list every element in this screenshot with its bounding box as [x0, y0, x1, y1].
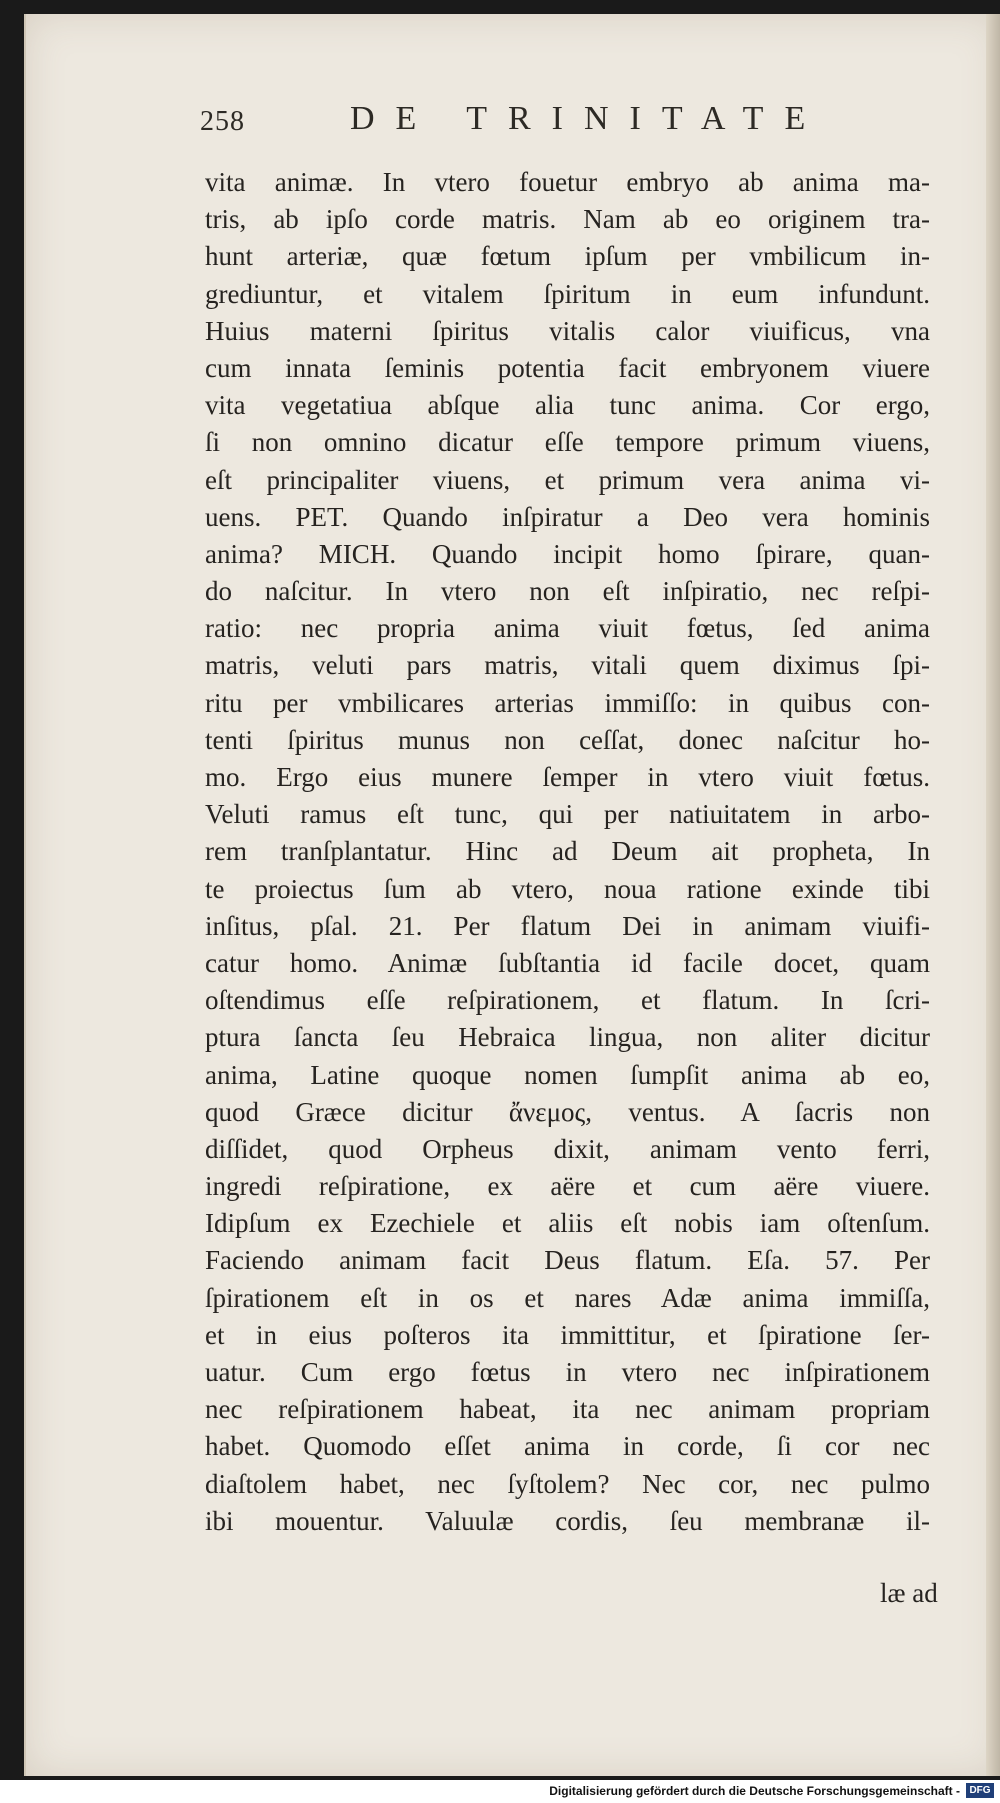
text-line: do naſcitur. In vtero non eſt inſpiratio, nec reſpi- [205, 576, 930, 607]
text-line: Huius materni ſpiritus vitalis calor viuificus, vna [205, 315, 930, 346]
text-line: ſi non omnino dicatur eſſe tempore primum viuens, [205, 427, 930, 458]
body-text [205, 164, 930, 1540]
text-line: diaſtolem habet, nec ſyſtolem? Nec cor, nec pulmo [205, 1468, 930, 1499]
text-line: nec reſpirationem habeat, ita nec animam propriam [205, 1394, 930, 1425]
page-number: 258 [200, 106, 245, 137]
text-line: tris, ab ipſo corde matris. Nam ab eo originem tra- [205, 204, 930, 235]
dfg-logo: DFG [966, 1783, 994, 1798]
text-line: ritu per vmbilicares arterias immiſſo: in quibus con- [205, 687, 930, 718]
text-line: ratio: nec propria anima viuit fœtus, ſed anima [205, 613, 930, 644]
text-line: tenti ſpiritus munus non ceſſat, donec naſcitur ho- [205, 724, 930, 755]
catchword: læ ad [880, 1578, 938, 1608]
text-line: te proiectus ſum ab vtero, noua ratione exinde tibi [205, 873, 930, 904]
text-line: hunt arteriæ, quæ fœtum ipſum per vmbilicum in- [205, 241, 930, 272]
text-line: ibi mouentur. Valuulæ cordis, ſeu membranæ il- [205, 1505, 930, 1536]
text-line: grediuntur, et vitalem ſpiritum in eum infundunt. [205, 278, 930, 309]
page-edge [986, 14, 1000, 1776]
text-line: Faciendo animam facit Deus flatum. Eſa. 57. Per [205, 1245, 930, 1276]
text-line: anima? MICH. Quando incipit homo ſpirare, quan- [205, 538, 930, 569]
text-line: inſitus, pſal. 21. Per flatum Dei in animam viuifi- [205, 910, 930, 941]
text-line: anima, Latine quoque nomen ſumpſit anima ab eo, [205, 1059, 930, 1090]
text-line: ptura ſancta ſeu Hebraica lingua, non aliter dicitur [205, 1022, 930, 1053]
text-line: ingredi reſpiratione, ex aëre et cum aëre viuere. [205, 1171, 930, 1202]
text-line: vita animæ. In vtero fouetur embryo ab anima ma- [205, 167, 930, 197]
text-line: habet. Quomodo eſſet anima in corde, ſi cor nec [205, 1431, 930, 1462]
text-line: et in eius poſteros ita immittitur, et ſpiratione ſer- [205, 1319, 930, 1350]
text-line: cum innata ſeminis potentia facit embryonem viuere [205, 352, 930, 383]
text-line: eſt principaliter viuens, et primum vera anima vi- [205, 464, 930, 495]
text-line: mo. Ergo eius munere ſemper in vtero viuit fœtus. [205, 762, 930, 792]
text-line: ſpirationem eſt in os et nares Adæ anima immiſſa, [205, 1282, 930, 1313]
text-line: catur homo. Animæ ſubſtantia id facile docet, quam [205, 947, 930, 978]
running-title: DE TRINITATE [350, 100, 827, 137]
text-line: rem tranſplantatur. Hinc ad Deum ait propheta, In [205, 836, 930, 867]
text-line: uatur. Cum ergo fœtus in vtero nec inſpirationem [205, 1357, 930, 1387]
footer-bar [0, 1780, 1000, 1803]
text-line: diſſidet, quod Orpheus dixit, animam vento ferri, [205, 1133, 930, 1164]
digitization-credit: Digitalisierung gefördert durch die Deutsche Forschungsgemeinschaft - [549, 1784, 960, 1798]
text-line: matris, veluti pars matris, vitali quem diximus ſpi- [205, 650, 930, 681]
text-line: uens. PET. Quando inſpiratur a Deo vera hominis [205, 501, 930, 532]
text-line: Veluti ramus eſt tunc, qui per natiuitatem in arbo- [205, 799, 930, 830]
text-line: Idipſum ex Ezechiele et aliis eſt nobis iam oſtenſum. [205, 1208, 930, 1239]
text-line: oſtendimus eſſe reſpirationem, et flatum. In ſcri- [205, 985, 930, 1016]
text-line: quod Græce dicitur ἄνεμος, ventus. A ſacris non [205, 1096, 930, 1127]
text-line: vita vegetatiua abſque alia tunc anima. Cor ergo, [205, 390, 930, 421]
